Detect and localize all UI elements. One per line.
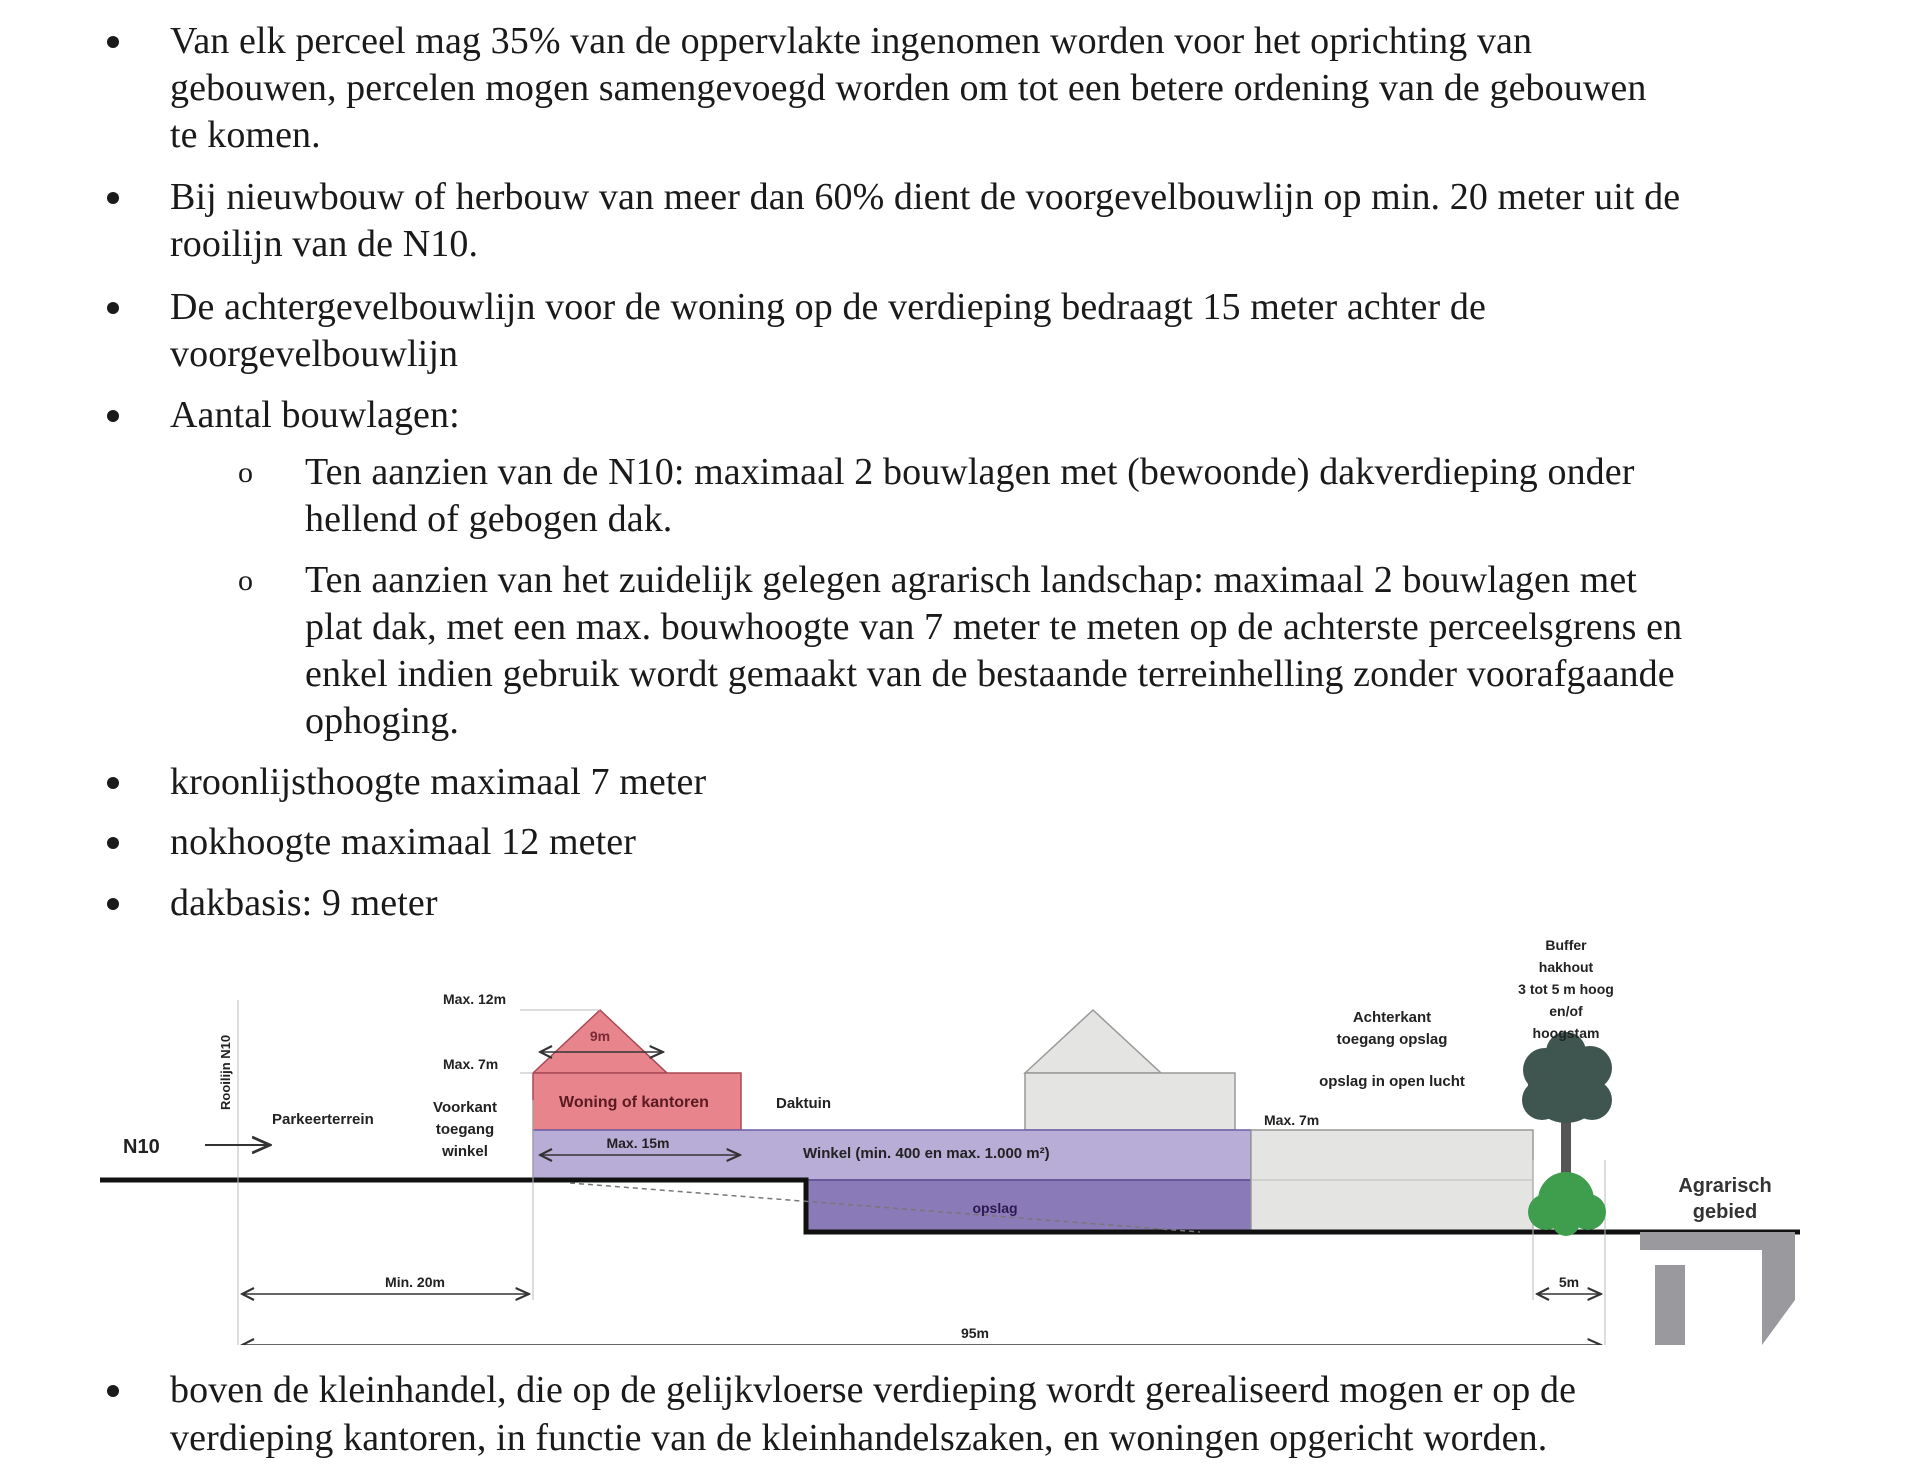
back-access-label: toegang opslag [1336,1031,1448,1048]
shop-label: Winkel (min. 400 en max. 1.000 m²) [803,1145,1050,1162]
bullet-text: kroonlijsthoogte maximaal 7 meter [170,761,707,803]
buffer-label: en/of [1549,1003,1583,1019]
subbullet-marker: o [238,456,253,489]
bullet-marker [107,302,119,314]
storage-block [806,1180,1251,1232]
roof-width-label: 9m [589,1028,611,1044]
bullet-marker [107,192,119,204]
bullet-marker [107,777,119,789]
front-access-label: toegang [435,1121,495,1138]
bullet-marker [107,36,119,48]
cross-section-diagram [0,925,1920,1345]
bullet-text: verdieping kantoren, in functie van de kleinhandelszaken, en woningen opgericht worden. [170,1417,1548,1459]
bullet-text: te komen. [170,114,321,156]
buffer-width-label: 5m [1558,1274,1580,1290]
tree-canopy [1522,1032,1612,1123]
front-access-label: Voorkant [433,1099,497,1116]
open-storage-label: opslag in open lucht [1319,1073,1465,1090]
bullet-text: voorgevelbouwlijn [170,333,459,375]
storage-label: opslag [972,1200,1018,1216]
parking-label: Parkeerterrein [272,1111,374,1128]
agri-label: Agrarisch [1678,1175,1772,1197]
back-access-label: Achterkant [1352,1009,1432,1026]
bullet-text: boven de kleinhandel, die op de gelijkvloerse verdieping wordt gerealiseerd mogen er op de [170,1369,1577,1411]
buffer-label: 3 tot 5 m hoog [1518,981,1614,997]
depth-label: Max. 15m [606,1135,670,1151]
buffer-label: Buffer [1545,937,1587,953]
bullet-text: Van elk perceel mag 35% van de oppervlakte ingenomen worden voor het oprichting van [170,20,1533,62]
bullet-marker [107,1385,119,1397]
subbullet-text: hellend of gebogen dak. [305,498,673,540]
agri-label: gebied [1692,1201,1758,1223]
subbullet-text: Ten aanzien van de N10: maximaal 2 bouwlagen met (bewoonde) dakverdieping onder [305,451,1635,493]
bullet-marker [107,898,119,910]
bush [1528,1172,1606,1236]
subbullet-marker: o [238,564,253,597]
subbullet-text: plat dak, met een max. bouwhoogte van 7 meter te meten op de achterste perceelsgrens en [305,606,1683,648]
front-access-label: winkel [442,1143,488,1160]
subbullet-text: ophoging. [305,700,459,742]
back-max7-label: Max. 7m [1264,1112,1320,1128]
bullet-text: De achtergevelbouwlijn voor de woning op de verdieping bedraagt 15 meter achter de [170,286,1486,328]
open-storage-block [1251,1130,1533,1232]
house-label: Woning of kantoren [559,1094,709,1111]
road-label: N10 [123,1136,160,1158]
bullet-text: Bij nieuwbouw of herbouw van meer dan 60% dient de voorgevelbouwlijn op min. 20 meter uit de [170,176,1681,218]
total-label: 95m [960,1325,990,1341]
bullet-text: rooilijn van de N10. [170,223,479,265]
buffer-label: hakhout [1538,959,1594,975]
bullet-marker [107,837,119,849]
subbullet-text: Ten aanzien van het zuidelijk gelegen agrarisch landschap: maximaal 2 bouwlagen met [305,559,1637,601]
rooilijn-label: Rooilijn N10 [218,1034,233,1110]
roofgarden-label: Daktuin [776,1095,832,1112]
max12-label: Max. 12m [443,991,507,1007]
agri-shape [1655,1265,1685,1345]
grey-building [1025,1073,1235,1130]
max7-label: Max. 7m [443,1056,499,1072]
subbullet-text: enkel indien gebruik wordt gemaakt van de bestaande terreinhelling zonder voorafgaande [305,653,1675,695]
bullet-marker [107,410,119,422]
min20-label: Min. 20m [385,1274,445,1290]
grey-roof [1025,1010,1161,1073]
bullet-text: nokhoogte maximaal 12 meter [170,821,636,863]
bullet-text: Aantal bouwlagen: [170,394,460,436]
bullet-text: dakbasis: 9 meter [170,882,438,924]
buffer-label: hoogstam [1532,1025,1600,1041]
bullet-text: gebouwen, percelen mogen samengevoegd worden om tot een betere ordening van de gebouwen [170,67,1647,109]
